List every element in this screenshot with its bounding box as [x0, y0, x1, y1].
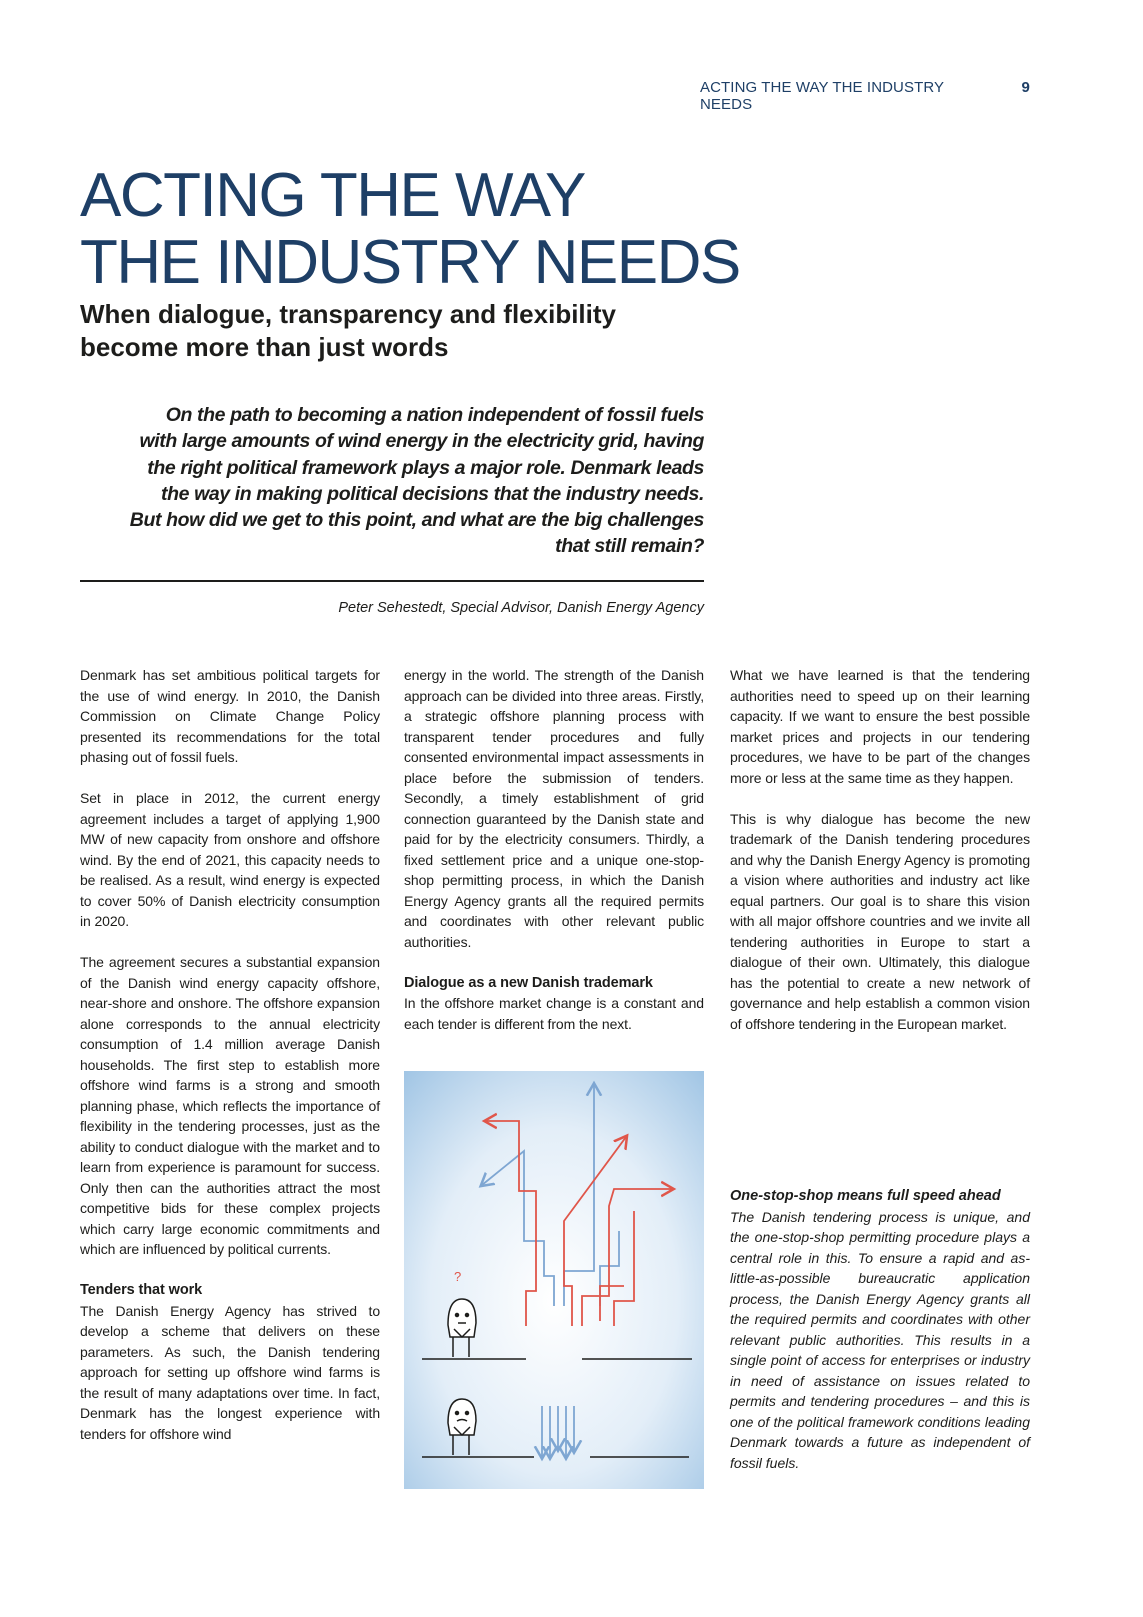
lead-line: the way in making political decisions that the industry needs.: [161, 482, 704, 505]
body-column-1: [80, 665, 380, 1465]
lead-line: But how did we get to this point, and what are the big challenges: [129, 509, 704, 532]
paragraph: In the offshore market change is a constant and each tender is different from the next.: [404, 995, 704, 1032]
paragraph: energy in the world. The strength of the Danish approach can be divided into three areas. Firstly, a strategic offshore planning process with transparent tender procedures and fully consented environmental impact assessments in place before the submission of tenders. Secondly, a timely establishment of grid connection guaranteed by the Danish state and paid for by the electricity consumers. Thirdly, a fixed settlement price and a unique one-stop-shop permitting process, in which the Danish Energy Agency grants all the required permits and coordinates with other relevant public authorities.: [404, 667, 704, 950]
byline: Peter Sehestedt, Special Advisor, Danish Energy Agency: [338, 600, 704, 616]
lead-paragraph: [80, 402, 704, 560]
subtitle-line-2: become more than just words: [80, 332, 449, 362]
paragraph: Denmark has set ambitious political targets for the use of wind energy. In 2010, the Danish Commission on Climate Change Policy presented its recommendations for the total phasing out of fossil fuels.: [80, 667, 380, 765]
paragraph: What we have learned is that the tendering authorities need to speed up on their learning capacity. If we want to ensure the best possible market prices and projects in our tendering procedures, we have to be part of the changes more or less at the same time as they happen.: [730, 667, 1030, 786]
title-line-2: THE INDUSTRY NEEDS: [80, 228, 740, 297]
body-column-3: [730, 665, 1030, 1055]
sidebar-body: The Danish tendering process is unique, and the one-stop-shop permitting procedure plays a central role in this. To ensure a rapid and as-little-as-possible bureaucratic application process, the Danish Energy Agency grants all the required permits and coordinates with other relevant public authorities. This results in a single point of access for enterprises or industry in need of assistance on issues related to permits and tendering procedures – and this is one of the political framework conditions leading Denmark towards a future as independent of fossil fuels.: [730, 1208, 1030, 1471]
paragraph: This is why dialogue has become the new trademark of the Danish tendering procedures and why the Danish Energy Agency is promoting a vision where authorities and industry act like equal partners. Our goal is to share this vision with all major offshore countries and we invite all tendering authorities in Europe to start a dialogue of their own. Ultimately, this dialogue has the potential to create a new network of governance and help establish a common vision of offshore tendering in the European market.: [730, 810, 1030, 1032]
page-title: [80, 162, 740, 296]
paragraph: The agreement secures a substantial expansion of the Danish wind energy capacity offshore, near-shore and onshore. The offshore expansion alone corresponds to the annual electricity consumption of 1.4 million average Danish households. The first step to establish more offshore wind farms is a strong and smooth planning phase, which reflects the importance of flexibility in the tendering processes, just as the ability to conduct dialogue with the market and to learn from experience is paramount for success. Only then can the authorities attract the most competitive bids for these complex projects which carry large economic commitments and which are influenced by political currents.: [80, 954, 380, 1257]
divider: [80, 580, 704, 582]
paragraph: Set in place in 2012, the current energy agreement includes a target of applying 1,900 MW of new capacity from onshore and offshore wind. By the end of 2021, this capacity needs to be realised. As a result, wind energy is expected to cover 50% of Danish electricity consumption in 2020.: [80, 790, 380, 929]
page-number: 9: [1021, 79, 1030, 96]
body-column-2: [404, 665, 704, 1055]
question-mark: ?: [454, 1269, 462, 1284]
paragraph: The Danish Energy Agency has strived to develop a scheme that delivers on these parameters. As such, the Danish tendering approach for setting up offshore wind farms is the result of many adaptations over time. In fact, Denmark has the longest experience with tenders for offshore wind: [80, 1302, 380, 1442]
lead-line: with large amounts of wind energy in the electricity grid, having: [139, 430, 704, 453]
sidebar-box: [730, 1186, 1030, 1473]
subtitle-line-1: When dialogue, transparency and flexibility: [80, 299, 616, 329]
running-header: [700, 79, 1030, 113]
lead-line: the right political framework plays a major role. Denmark leads: [147, 456, 704, 479]
lead-line: that still remain?: [555, 535, 704, 558]
title-line-1: ACTING THE WAY: [80, 161, 585, 230]
lead-line: On the path to becoming a nation independent of fossil fuels: [165, 404, 704, 426]
running-title: ACTING THE WAY THE INDUSTRY NEEDS: [700, 79, 944, 113]
subtitle: [80, 298, 616, 364]
sidebar-heading: One-stop-shop means full speed ahead: [730, 1188, 1001, 1204]
section-heading: Dialogue as a new Danish trademark: [404, 974, 653, 991]
arrows-illustration: [404, 1071, 704, 1489]
section-heading: Tenders that work: [80, 1282, 203, 1298]
